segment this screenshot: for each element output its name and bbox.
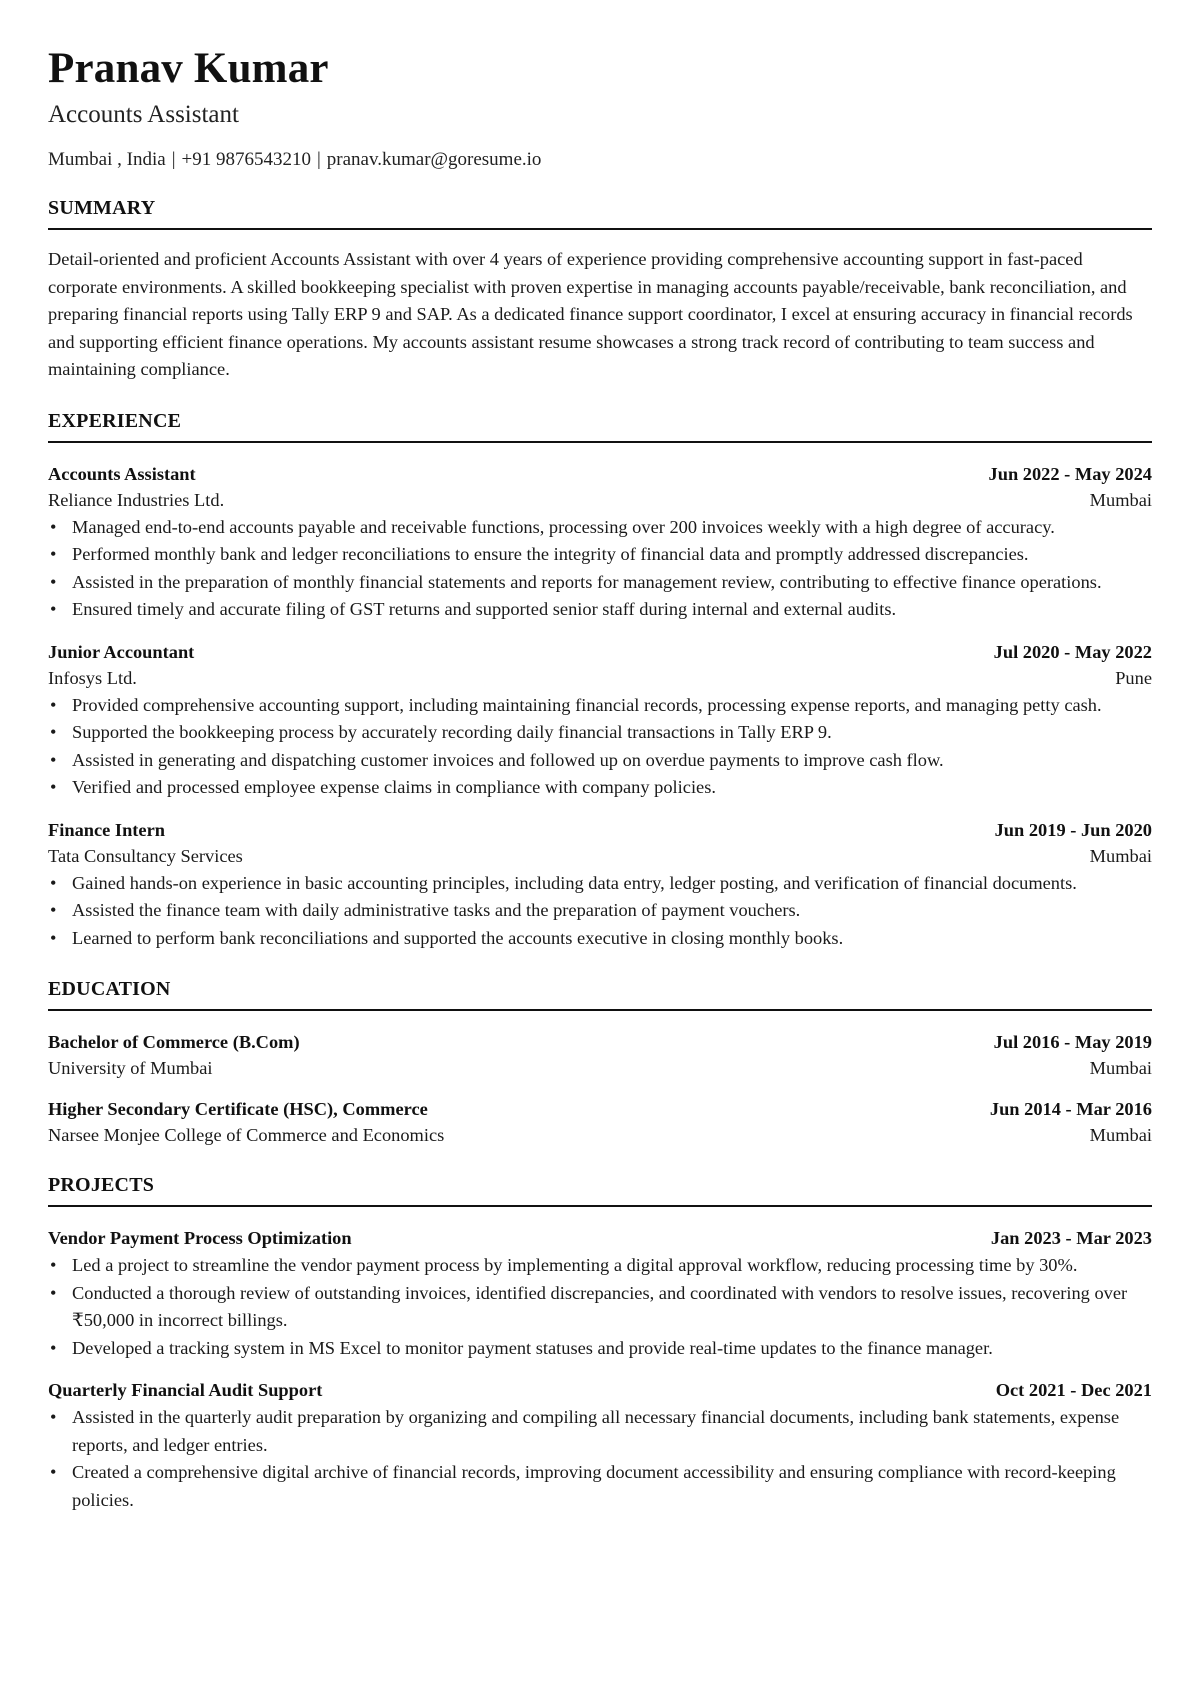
- bullet-text: Ensured timely and accurate filing of GST returns and supported senior staff during internal and external audits.: [72, 599, 897, 620]
- entry-sub-row: [48, 1122, 1152, 1148]
- experience-entry: [48, 461, 1152, 624]
- job-company: Reliance Industries Ltd.: [48, 489, 225, 510]
- job-dates: Jun 2019 - Jun 2020: [994, 819, 1152, 840]
- section-heading-projects: PROJECTS: [48, 1174, 155, 1197]
- entry-header-row: [48, 817, 1152, 843]
- summary-section: [48, 196, 1152, 384]
- list-item: [48, 596, 1152, 624]
- school-location: Mumbai: [1089, 1125, 1152, 1146]
- entry-header-row: [48, 461, 1152, 487]
- experience-entry: [48, 639, 1152, 802]
- degree-dates: Jul 2016 - May 2019: [993, 1032, 1152, 1053]
- bullet-icon: •: [50, 1282, 57, 1303]
- section-divider: [48, 441, 1152, 443]
- contact-separator: |: [171, 149, 176, 171]
- list-item: [48, 870, 1152, 898]
- bullet-icon: •: [50, 1337, 57, 1358]
- degree-name: Bachelor of Commerce (B.Com): [48, 1032, 300, 1053]
- job-location: Mumbai: [1089, 489, 1152, 510]
- job-role: Junior Accountant: [48, 641, 195, 662]
- job-dates: Jun 2022 - May 2024: [988, 463, 1152, 484]
- bullet-icon: •: [50, 777, 57, 798]
- entry-header-row: [48, 1377, 1152, 1403]
- list-item: [48, 897, 1152, 925]
- bullet-text: Assisted in generating and dispatching customer invoices and followed up on overdue payments to improve cash flow.: [72, 749, 944, 770]
- list-item: [48, 514, 1152, 542]
- contact-separator: |: [316, 149, 321, 171]
- list-item: [48, 1459, 1152, 1514]
- job-location: Mumbai: [1089, 845, 1152, 866]
- contact-phone: +91 9876543210: [181, 149, 311, 171]
- bullet-text: Performed monthly bank and ledger reconciliations to ensure the integrity of financial data and promptly addressed discrepancies.: [72, 544, 1029, 565]
- entry-sub-row: [48, 487, 1152, 513]
- bullet-icon: •: [50, 516, 57, 537]
- summary-text: Detail-oriented and proficient Accounts Assistant with over 4 years of experience providing comprehensive accounting support in fast-paced corporate environments. A skilled bookkeeping specialist with proven expertise in managing accounts payable/receivable, bank reconciliation, and preparing financial reports using Tally ERP 9 and SAP. As a dedicated finance support coordinator, I excel at ensuring accuracy in financial records and supporting efficient finance operations. My accounts assistant resume showcases a strong track record of contributing to team success and maintaining compliance.: [48, 249, 1133, 380]
- entry-sub-row: [48, 1055, 1152, 1081]
- job-bullets: [48, 870, 1152, 953]
- bullet-text: Verified and processed employee expense claims in compliance with company policies.: [72, 777, 716, 798]
- project-dates: Jan 2023 - Mar 2023: [990, 1228, 1152, 1249]
- list-item: [48, 1335, 1152, 1363]
- project-dates: Oct 2021 - Dec 2021: [995, 1380, 1152, 1401]
- section-heading-summary: SUMMARY: [48, 197, 156, 220]
- bullet-icon: •: [50, 694, 57, 715]
- bullet-text: Created a comprehensive digital archive of financial records, improving document accessibility and ensuring compliance with record-keeping policies.: [72, 1462, 1116, 1510]
- bullet-text: Gained hands-on experience in basic accounting principles, including data entry, ledger posting, and verification of financial documents.: [72, 872, 1077, 893]
- project-name: Vendor Payment Process Optimization: [48, 1228, 352, 1249]
- entry-sub-row: [48, 843, 1152, 869]
- bullet-text: Provided comprehensive accounting support, including maintaining financial records, processing expense reports, and managing petty cash.: [72, 694, 1102, 715]
- section-heading-education: EDUCATION: [48, 978, 171, 1001]
- entry-header-row: [48, 639, 1152, 665]
- education-entry: [48, 1029, 1152, 1081]
- entry-header-row: [48, 1029, 1152, 1055]
- bullet-text: Supported the bookkeeping process by accurately recording daily financial transactions in Tally ERP 9.: [72, 722, 832, 743]
- job-bullets: [48, 692, 1152, 802]
- bullet-icon: •: [50, 544, 57, 565]
- list-item: [48, 1280, 1152, 1335]
- list-item: [48, 1404, 1152, 1459]
- job-role: Accounts Assistant: [48, 463, 196, 484]
- project-bullets: [48, 1404, 1152, 1514]
- section-divider: [48, 1009, 1152, 1011]
- bullet-icon: •: [50, 1255, 57, 1276]
- bullet-icon: •: [50, 927, 57, 948]
- section-divider: [48, 228, 1152, 230]
- entry-header-row: [48, 1096, 1152, 1122]
- job-role: Finance Intern: [48, 819, 165, 840]
- bullet-text: Developed a tracking system in MS Excel to monitor payment statuses and provide real-time updates to the finance manager.: [72, 1337, 993, 1358]
- job-company: Infosys Ltd.: [48, 667, 137, 688]
- candidate-title: Accounts Assistant: [48, 101, 239, 129]
- list-item: [48, 569, 1152, 597]
- bullet-text: Assisted the finance team with daily administrative tasks and the preparation of payment vouchers.: [72, 900, 801, 921]
- project-name: Quarterly Financial Audit Support: [48, 1380, 323, 1401]
- contact-line: [48, 149, 1152, 171]
- bullet-icon: •: [50, 599, 57, 620]
- bullet-text: Assisted in the preparation of monthly financial statements and reports for management review, contributing to effective finance operations.: [72, 571, 1102, 592]
- contact-email[interactable]: pranav.kumar@goresume.io: [326, 149, 542, 171]
- list-item: [48, 692, 1152, 720]
- education-entry: [48, 1096, 1152, 1148]
- section-heading-experience: EXPERIENCE: [48, 409, 182, 432]
- list-item: [48, 719, 1152, 747]
- bullet-icon: •: [50, 571, 57, 592]
- list-item: [48, 541, 1152, 569]
- section-divider: [48, 1205, 1152, 1207]
- bullet-text: Conducted a thorough review of outstanding invoices, identified discrepancies, and coordinated with vendors to resolve issues, recovering over ₹50,000 in incorrect billings.: [72, 1282, 1128, 1331]
- degree-dates: Jun 2014 - Mar 2016: [989, 1099, 1152, 1120]
- school-name: Narsee Monjee College of Commerce and Economics: [48, 1125, 445, 1146]
- school-location: Mumbai: [1089, 1058, 1152, 1079]
- bullet-icon: •: [50, 1462, 57, 1483]
- bullet-text: Assisted in the quarterly audit preparation by organizing and compiling all necessary financial documents, including bank statements, expense reports, and ledger entries.: [72, 1407, 1120, 1455]
- experience-section: [48, 409, 1152, 953]
- school-name: University of Mumbai: [48, 1058, 213, 1079]
- entry-header-row: [48, 1225, 1152, 1251]
- job-location: Pune: [1115, 667, 1152, 688]
- bullet-icon: •: [50, 1407, 57, 1428]
- bullet-text: Managed end-to-end accounts payable and receivable functions, processing over 200 invoices weekly with a high degree of accuracy.: [72, 516, 1055, 537]
- bullet-icon: •: [50, 722, 57, 743]
- job-bullets: [48, 514, 1152, 624]
- project-entry: [48, 1377, 1152, 1514]
- contact-location: Mumbai , India: [48, 149, 166, 171]
- job-company: Tata Consultancy Services: [48, 845, 243, 866]
- bullet-icon: •: [50, 872, 57, 893]
- job-dates: Jul 2020 - May 2022: [993, 641, 1152, 662]
- project-entry: [48, 1225, 1152, 1362]
- list-item: [48, 747, 1152, 775]
- project-bullets: [48, 1252, 1152, 1362]
- education-section: [48, 977, 1152, 1148]
- bullet-icon: •: [50, 749, 57, 770]
- projects-section: [48, 1173, 1152, 1514]
- list-item: [48, 1252, 1152, 1280]
- bullet-text: Learned to perform bank reconciliations and supported the accounts executive in closing monthly books.: [72, 927, 844, 948]
- bullet-text: Led a project to streamline the vendor payment process by implementing a digital approval workflow, reducing processing time by 30%.: [72, 1255, 1078, 1276]
- entry-sub-row: [48, 665, 1152, 691]
- experience-entry: [48, 817, 1152, 953]
- list-item: [48, 774, 1152, 802]
- degree-name: Higher Secondary Certificate (HSC), Commerce: [48, 1099, 428, 1120]
- candidate-name: Pranav Kumar: [48, 45, 329, 92]
- list-item: [48, 925, 1152, 953]
- bullet-icon: •: [50, 900, 57, 921]
